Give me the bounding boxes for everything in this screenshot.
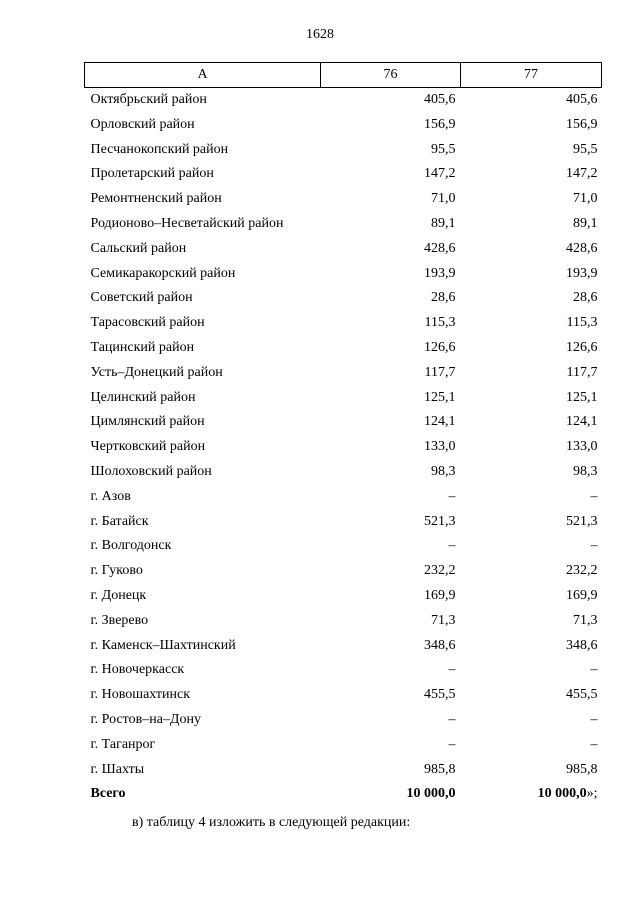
row-value-77: – bbox=[590, 736, 598, 752]
row-name: Песчанокопский район bbox=[90, 141, 229, 157]
table-row bbox=[85, 162, 602, 187]
row-value-77: 169,9 bbox=[566, 587, 598, 603]
row-value-76: 169,9 bbox=[424, 587, 456, 603]
row-value-76: 985,8 bbox=[424, 761, 456, 777]
table-row bbox=[85, 88, 602, 113]
total-value-77 bbox=[461, 782, 602, 807]
row-name: Чертковский район bbox=[90, 439, 206, 455]
row-name: г. Гуково bbox=[90, 563, 143, 579]
row-value-76: 156,9 bbox=[424, 116, 456, 132]
row-value-77: – bbox=[590, 711, 598, 727]
table-row bbox=[85, 758, 602, 783]
row-value-77: 95,5 bbox=[573, 141, 598, 157]
row-value-77: 71,0 bbox=[573, 191, 598, 207]
row-value-76: 89,1 bbox=[431, 215, 456, 231]
table-row bbox=[85, 510, 602, 535]
row-name: г. Новочеркасск bbox=[90, 662, 185, 678]
table-row bbox=[85, 410, 602, 435]
table-row bbox=[85, 336, 602, 361]
instruction-text: в) таблицу 4 изложить в следующей редакции: bbox=[132, 815, 411, 830]
row-name: г. Азов bbox=[90, 488, 131, 504]
row-value-77: 348,6 bbox=[566, 637, 598, 653]
row-value-77: 126,6 bbox=[566, 339, 598, 355]
row-value-76: 28,6 bbox=[431, 290, 456, 306]
table-row bbox=[85, 460, 602, 485]
data-table bbox=[84, 62, 602, 807]
table-row bbox=[85, 683, 602, 708]
row-value-77: – bbox=[590, 488, 598, 504]
row-name: г. Таганрог bbox=[90, 736, 156, 752]
row-value-76: 117,7 bbox=[424, 364, 456, 380]
table-row bbox=[85, 237, 602, 262]
row-name: Сальский район bbox=[90, 240, 187, 256]
row-name: Целинский район bbox=[90, 389, 196, 405]
row-name: Цимлянский район bbox=[90, 414, 205, 430]
table-row bbox=[85, 534, 602, 559]
row-name: г. Зверево bbox=[90, 612, 149, 628]
row-value-77: 117,7 bbox=[566, 364, 598, 380]
row-name: Октябрьский район bbox=[90, 92, 207, 107]
row-value-77: – bbox=[590, 662, 598, 678]
row-value-76: 71,3 bbox=[431, 612, 456, 628]
row-value-76: 126,6 bbox=[424, 339, 456, 355]
total-value-77-number: 10 000,0 bbox=[537, 786, 587, 802]
row-value-76: 125,1 bbox=[424, 389, 456, 405]
table-row bbox=[85, 212, 602, 237]
row-value-76: – bbox=[448, 662, 456, 678]
row-name: Советский район bbox=[90, 290, 193, 306]
row-name: г. Ростов–на–Дону bbox=[90, 711, 201, 727]
row-value-77: 133,0 bbox=[566, 439, 598, 455]
table-row bbox=[85, 113, 602, 138]
row-name: г. Батайск bbox=[90, 513, 149, 529]
row-name: г. Шахты bbox=[90, 761, 145, 777]
row-name: Пролетарский район bbox=[90, 166, 214, 182]
row-value-77: 147,2 bbox=[566, 166, 598, 182]
row-value-76: 405,6 bbox=[424, 92, 456, 107]
row-value-76: 95,5 bbox=[431, 141, 456, 157]
table-header-row bbox=[85, 63, 602, 88]
row-value-76: 428,6 bbox=[424, 240, 456, 256]
table-row bbox=[85, 584, 602, 609]
column-header-76: 76 bbox=[321, 63, 461, 88]
row-value-76: 133,0 bbox=[424, 439, 456, 455]
table-row bbox=[85, 658, 602, 683]
total-value-76: 10 000,0 bbox=[406, 786, 456, 802]
row-value-76: 147,2 bbox=[424, 166, 456, 182]
row-value-77: 232,2 bbox=[566, 563, 598, 579]
row-value-76: 98,3 bbox=[431, 463, 456, 479]
table-row bbox=[85, 361, 602, 386]
row-value-77: 98,3 bbox=[573, 463, 598, 479]
row-name: Усть–Донецкий район bbox=[90, 364, 223, 380]
row-name: г. Новошахтинск bbox=[90, 687, 191, 703]
row-value-77: 405,6 bbox=[566, 92, 598, 107]
row-value-76: – bbox=[448, 538, 456, 554]
total-label: Всего bbox=[90, 786, 126, 802]
row-value-76: – bbox=[448, 711, 456, 727]
row-value-76: 521,3 bbox=[424, 513, 456, 529]
row-name: г. Донецк bbox=[90, 587, 147, 603]
page-number: 1628 bbox=[306, 27, 334, 42]
row-value-77: 521,3 bbox=[566, 513, 598, 529]
row-value-77: 115,3 bbox=[566, 315, 598, 331]
row-value-77: 71,3 bbox=[573, 612, 598, 628]
row-value-76: – bbox=[448, 736, 456, 752]
row-value-77: – bbox=[590, 538, 598, 554]
row-value-77: 455,5 bbox=[566, 687, 598, 703]
table-row bbox=[85, 262, 602, 287]
table-row bbox=[85, 386, 602, 411]
row-value-76: 348,6 bbox=[424, 637, 456, 653]
row-name: г. Волгодонск bbox=[90, 538, 172, 554]
table-row bbox=[85, 435, 602, 460]
table-row bbox=[85, 187, 602, 212]
row-value-77: 125,1 bbox=[566, 389, 598, 405]
table-row bbox=[85, 559, 602, 584]
row-name: Ремонтненский район bbox=[90, 191, 222, 207]
column-header-77: 77 bbox=[461, 63, 602, 88]
row-value-76: 124,1 bbox=[424, 414, 456, 430]
table-row bbox=[85, 708, 602, 733]
row-value-76: 71,0 bbox=[431, 191, 456, 207]
row-value-77: 193,9 bbox=[566, 265, 598, 281]
table-row bbox=[85, 609, 602, 634]
row-value-77: 124,1 bbox=[566, 414, 598, 430]
table-body bbox=[85, 88, 602, 783]
row-value-77: 28,6 bbox=[573, 290, 598, 306]
row-value-76: 115,3 bbox=[424, 315, 456, 331]
table-row bbox=[85, 634, 602, 659]
row-value-76: – bbox=[448, 488, 456, 504]
row-value-76: 193,9 bbox=[424, 265, 456, 281]
column-header-name: А bbox=[85, 63, 321, 88]
row-name: Шолоховский район bbox=[90, 463, 212, 479]
row-value-77: 156,9 bbox=[566, 116, 598, 132]
table-row bbox=[85, 733, 602, 758]
row-name: Орловский район bbox=[90, 116, 195, 132]
row-value-76: 232,2 bbox=[424, 563, 456, 579]
row-value-77: 428,6 bbox=[566, 240, 598, 256]
table-row bbox=[85, 485, 602, 510]
row-value-77: 89,1 bbox=[573, 215, 598, 231]
row-name: г. Каменск–Шахтинский bbox=[90, 637, 236, 653]
row-name: Родионово–Несветайский район bbox=[90, 215, 284, 231]
row-name: Семикаракорский район bbox=[90, 265, 236, 281]
table-row bbox=[85, 286, 602, 311]
table-row bbox=[85, 138, 602, 163]
total-value-77-suffix: »; bbox=[586, 786, 598, 802]
row-name: Тацинский район bbox=[90, 339, 195, 355]
table-row bbox=[85, 311, 602, 336]
total-row bbox=[85, 782, 602, 807]
row-value-77: 985,8 bbox=[566, 761, 598, 777]
row-name: Тарасовский район bbox=[90, 315, 205, 331]
row-value-76: 455,5 bbox=[424, 687, 456, 703]
